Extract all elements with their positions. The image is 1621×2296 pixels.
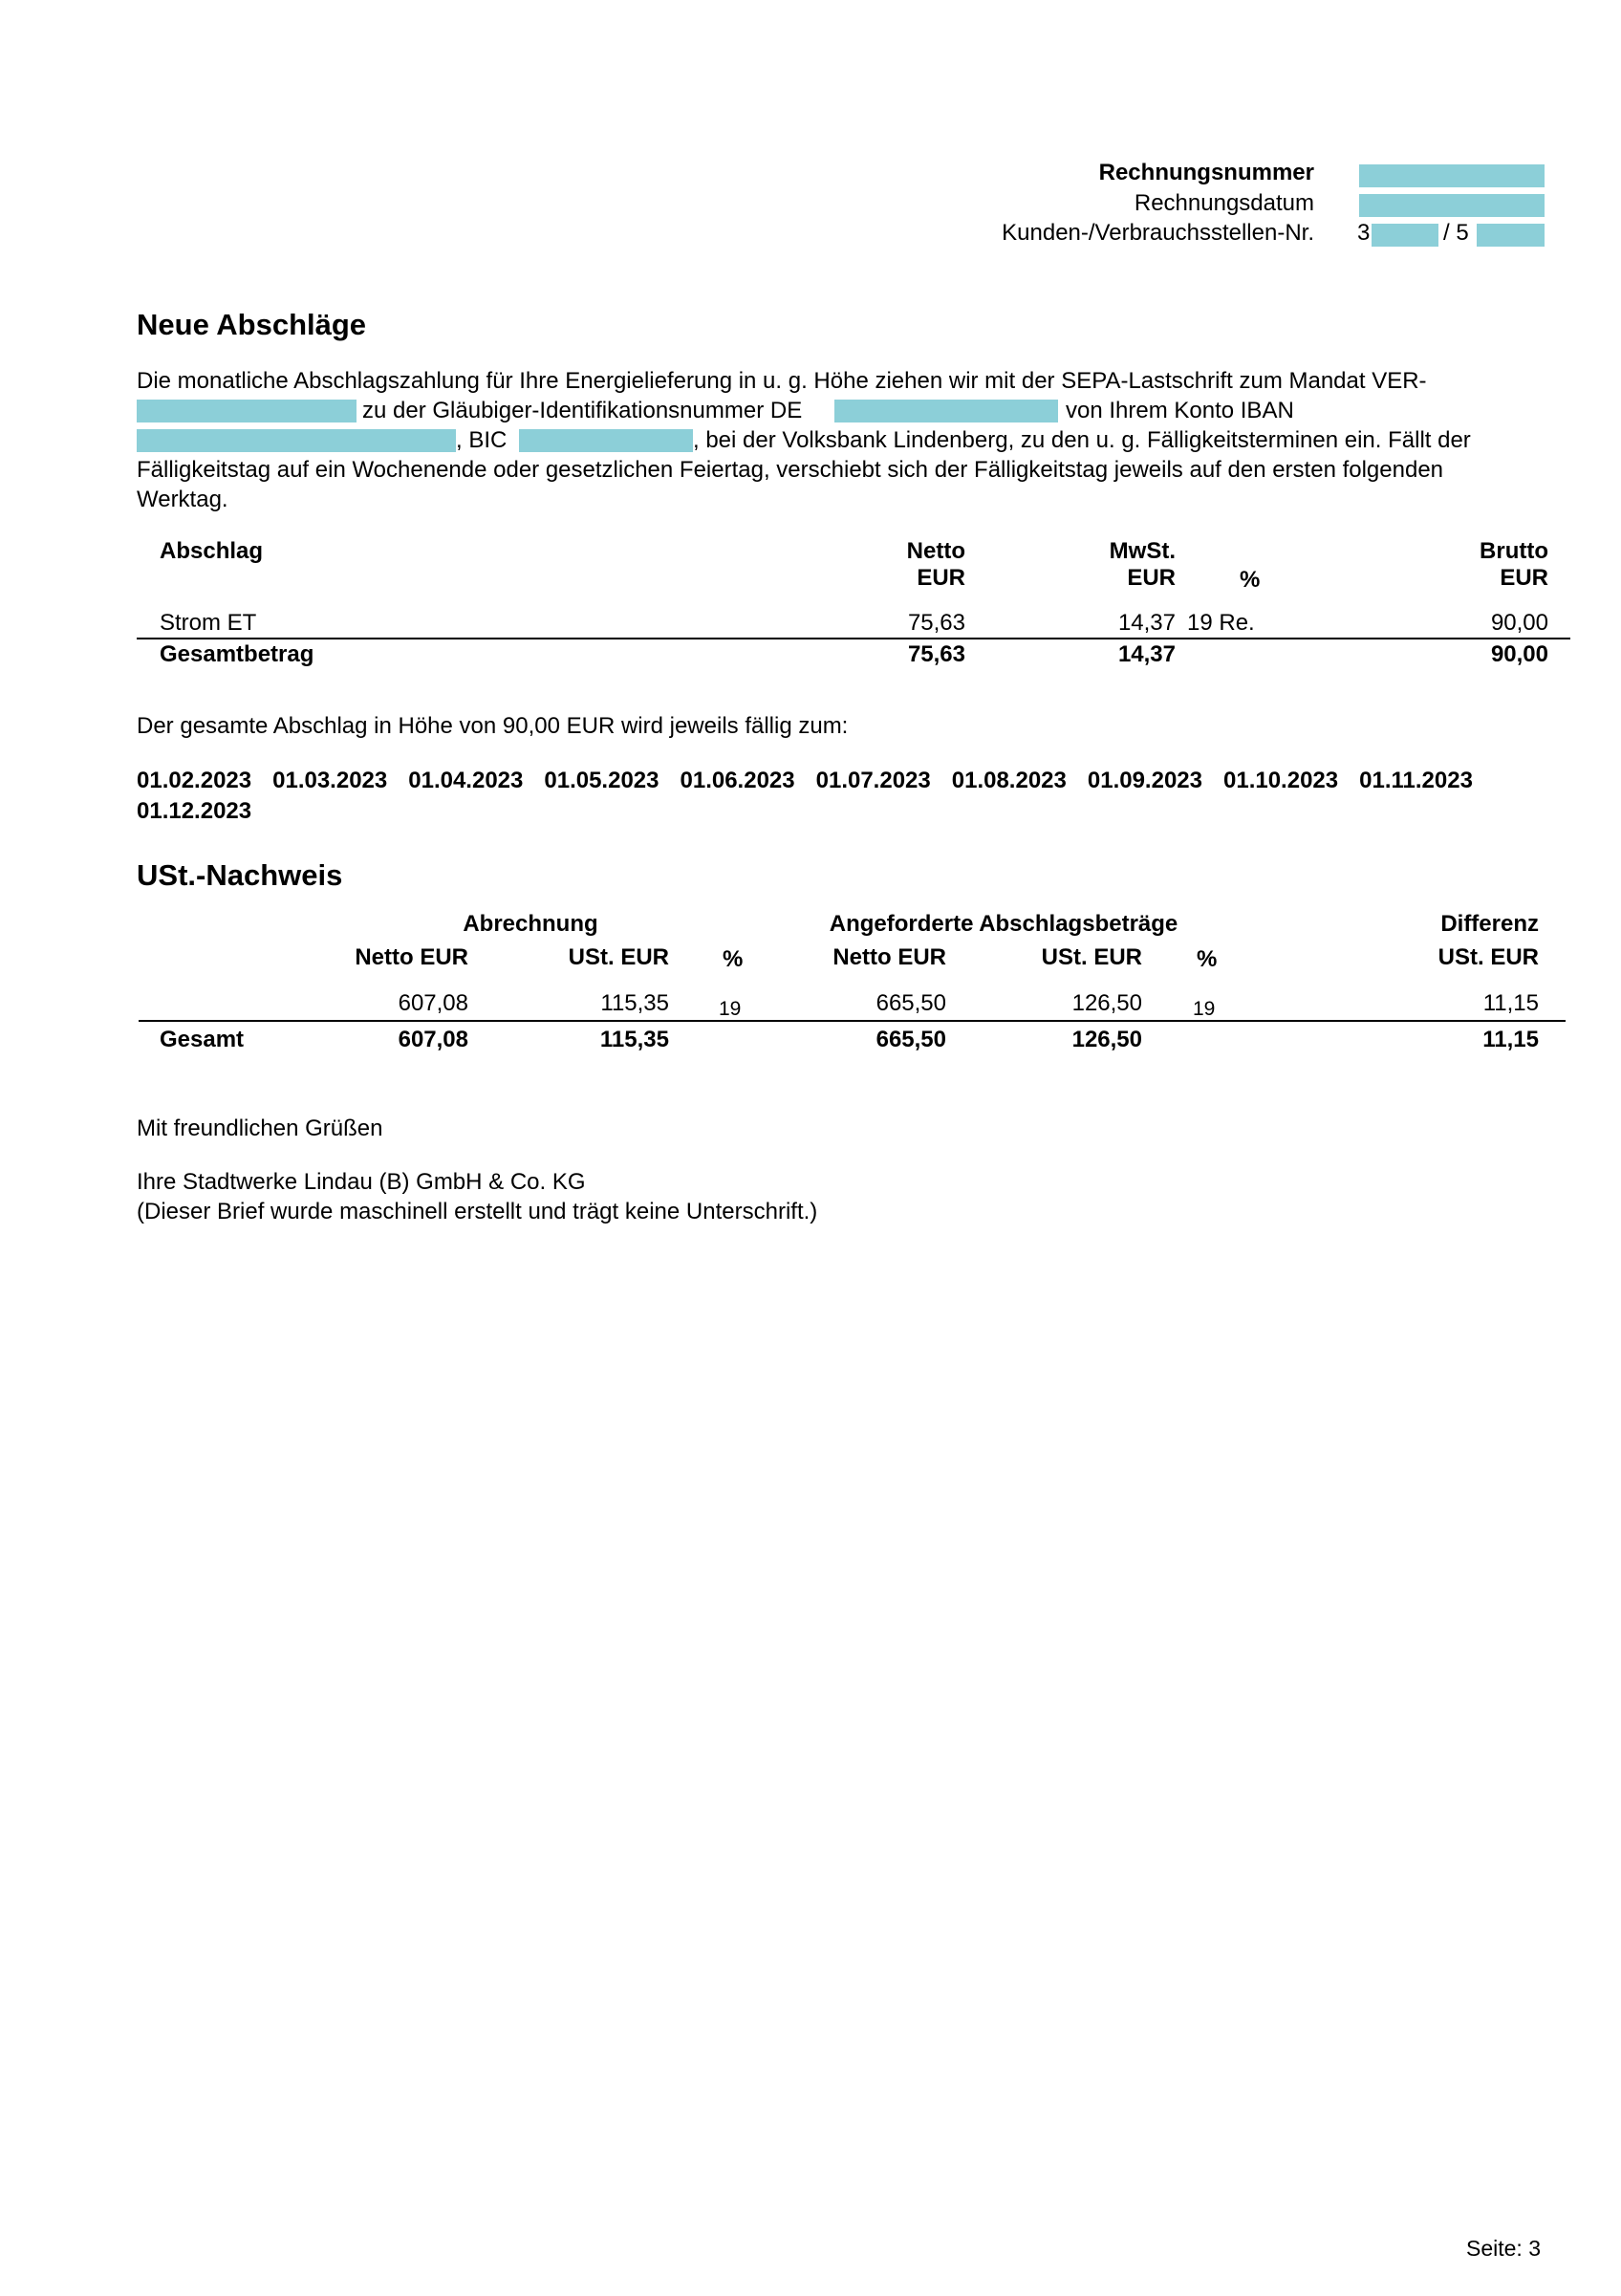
col-header-netto-angefordert: Netto EUR [832, 944, 946, 970]
col-header-pct-abrechnung: % [723, 946, 744, 972]
due-date: 01.05.2023 [544, 768, 659, 793]
due-date: 01.10.2023 [1223, 768, 1339, 793]
paragraph-line-5: Werktag. [137, 487, 228, 512]
col-header-abschlag: Abschlag [160, 538, 264, 564]
col-header-ust-abrechnung: USt. EUR [568, 944, 669, 970]
col-header-netto-unit: EUR [917, 565, 965, 591]
total-label: Gesamtbetrag [160, 641, 314, 667]
total-brutto: 90,00 [1490, 641, 1548, 667]
row-ust-differenz: 11,15 [1482, 990, 1539, 1016]
invoice-number-label: Rechnungsnummer [1098, 160, 1314, 185]
col-header-ust-angefordert: USt. EUR [1041, 944, 1142, 970]
closing-note: (Dieser Brief wurde maschinell erstellt und trägt keine Unterschrift.) [137, 1199, 818, 1224]
invoice-date-label: Rechnungsdatum [1134, 190, 1314, 216]
paragraph-line-3b: , bei der Volksbank Lindenberg, zu den u. g. Fälligkeitsterminen ein. Fällt der [693, 427, 1471, 453]
due-date: 01.04.2023 [408, 768, 524, 793]
meter-number-prefix: / 5 [1443, 220, 1469, 246]
row-brutto: 90,00 [1490, 610, 1548, 636]
section-title-ust-nachweis: USt.-Nachweis [137, 858, 343, 892]
due-text: Der gesamte Abschlag in Höhe von 90,00 EUR wird jeweils fällig zum: [137, 713, 849, 739]
table-divider [137, 638, 1570, 639]
sepa-paragraph [137, 366, 1551, 514]
col-header-netto: Netto [906, 538, 965, 564]
paragraph-line-1: Die monatliche Abschlagszahlung für Ihre Energielieferung in u. g. Höhe ziehen wir mit der SEPA-Lastschrift zum Mandat VER- [137, 368, 1427, 394]
ust-total-label: Gesamt [160, 1027, 245, 1052]
group-header-angefordert: Angeforderte Abschlagsbeträge [829, 911, 1178, 937]
col-header-mwst-unit: EUR [1127, 565, 1176, 591]
creditor-id-redaction [834, 400, 1058, 422]
due-date: 01.06.2023 [680, 768, 795, 793]
group-header-abrechnung: Abrechnung [463, 911, 598, 937]
group-header-differenz: Differenz [1440, 911, 1539, 937]
due-date: 01.03.2023 [272, 768, 388, 793]
row-ust-angefordert: 126,50 [1071, 990, 1142, 1016]
invoice-number-redaction [1359, 164, 1545, 187]
due-date: 01.12.2023 [137, 798, 252, 824]
invoice-date-redaction [1359, 194, 1545, 217]
total-ust-angefordert: 126,50 [1071, 1027, 1142, 1052]
iban-redaction [137, 429, 456, 452]
paragraph-line-4: Fälligkeitstag auf ein Wochenende oder gesetzlichen Feiertag, verschiebt sich der Fälligkeitstag jeweils auf den ersten folgenden [137, 457, 1444, 483]
row-percent: 19 Re. [1187, 610, 1255, 636]
col-header-netto-abrechnung: Netto EUR [355, 944, 468, 970]
paragraph-line-2a: zu der Gläubiger-Identifikationsnummer DE [362, 398, 803, 423]
meter-number-redaction [1477, 224, 1545, 247]
row-netto-abrechnung: 607,08 [398, 990, 468, 1016]
row-mwst: 14,37 [1117, 610, 1176, 636]
col-header-brutto-unit: EUR [1500, 565, 1548, 591]
row-netto-angefordert: 665,50 [875, 990, 946, 1016]
due-date: 01.09.2023 [1087, 768, 1202, 793]
section-title-neue-abschlaege: Neue Abschläge [137, 308, 367, 341]
total-mwst: 14,37 [1117, 641, 1176, 667]
total-netto-angefordert: 665,50 [875, 1027, 946, 1052]
due-date: 01.08.2023 [951, 768, 1067, 793]
due-date: 01.07.2023 [815, 768, 931, 793]
due-date: 01.02.2023 [137, 768, 252, 793]
row-netto: 75,63 [907, 610, 965, 636]
row-label-strom: Strom ET [160, 610, 257, 636]
col-header-brutto: Brutto [1480, 538, 1548, 564]
mandate-redaction [137, 400, 357, 422]
row-pct-abrechnung: 19 [719, 998, 742, 1020]
bic-redaction [519, 429, 693, 452]
row-ust-abrechnung: 115,35 [600, 990, 669, 1016]
total-netto: 75,63 [907, 641, 965, 667]
col-header-ust-differenz: USt. EUR [1437, 944, 1539, 970]
closing-greeting: Mit freundlichen Grüßen [137, 1116, 383, 1141]
customer-number-label: Kunden-/Verbrauchsstellen-Nr. [1002, 220, 1314, 246]
total-ust-differenz: 11,15 [1482, 1027, 1539, 1052]
page-number: Seite: 3 [1466, 2236, 1541, 2261]
row-pct-angefordert: 19 [1193, 998, 1216, 1020]
paragraph-line-3a: , BIC [456, 427, 508, 453]
col-header-percent: % [1240, 567, 1261, 593]
col-header-mwst: MwSt. [1109, 538, 1176, 564]
due-dates-list [137, 766, 1589, 827]
ust-table-divider [139, 1020, 1566, 1022]
closing-company: Ihre Stadtwerke Lindau (B) GmbH & Co. KG [137, 1169, 586, 1195]
due-date: 01.11.2023 [1359, 768, 1473, 793]
paragraph-line-2b: von Ihrem Konto IBAN [1066, 398, 1294, 423]
customer-number-redaction [1372, 224, 1438, 247]
total-ust-abrechnung: 115,35 [599, 1027, 669, 1052]
col-header-pct-angefordert: % [1197, 946, 1218, 972]
total-netto-abrechnung: 607,08 [398, 1027, 468, 1052]
customer-number-prefix: 3 [1357, 220, 1371, 246]
